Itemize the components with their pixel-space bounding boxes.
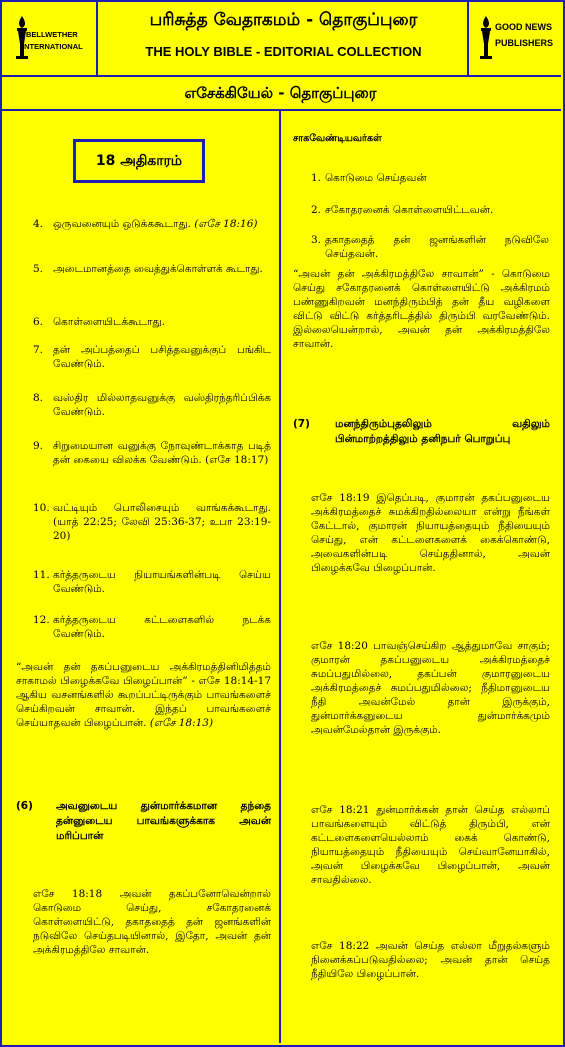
torch-icon [477,14,495,62]
right-heading: சாகவேண்டியவர்கள் [293,133,382,144]
list-item: 3. தகாததைத் தன் ஜனங்களின் நடுவிலே செய்தவன். [311,234,549,260]
list-item: 2. சகோதரனைக் கொள்ளையிட்டவன். [311,204,494,216]
list-item: 5. அடைமானத்தை வைத்துக்கொள்ளக் கூடாது. [33,263,263,275]
right-column [281,111,561,1043]
left-logo-line2: INTERNATIONAL [22,42,83,51]
verse-paragraph: எசே 18:18 அவன் தகப்பனோவென்றால் கொடுமை செய்து, சகோதரனைக் கொள்ளையிட்டு, தகாததைத் தன் ஜனங்களின் நடுவிலே செய்தபடியினால், இதோ, அவன் தன் அக்கிரமத்திலே சாவான். [33,888,271,956]
right-logo-line1: GOOD NEWS [495,22,553,32]
good-news-logo [467,0,561,75]
left-column [0,111,281,1043]
list-item: 8. வஸ்திர மில்லாதவனுக்கு வஸ்திரந்தரிப்பிக்க வேண்டும். [33,392,271,418]
left-logo-line1: BELLWETHER [26,30,78,39]
header-titles [98,0,469,75]
verse-paragraph: எசே 18:19 இதெப்படி, குமாரன் தகப்பனுடைய அக்கிரமத்தைச் சுமக்கிறதில்லையா என்று நீங்கள் கேட்டால், குமாரன் நியாயத்தையும் நீதியையும் செய்து, என் கட்டளைகளைக் கைக்கொண்டு, அவைகளின்படி செய்ததினால், அவன் பிழைக்கவே பிழைப்பான். [311,492,550,574]
right-logo-line2: PUBLISHERS [495,38,554,48]
title-tamil: பரிசுத்த வேதாகமம் - தொகுப்புரை [149,10,418,30]
quote-paragraph: “அவன் தன் அக்கிரமத்திலே சாவான்” - கொடுமை செய்து சகோதரனைக் கொள்ளையிட்டு அக்கிரமம் பண்ணுகிறவன் மனந்திரும்பித் தன் தீய வழிகளை விட்டு விட்டு கர்த்தரிடத்தில் திரும்பி வரவேண்டும். இல்லையென்றால், அவன் தன் அக்கிரமத்திலே சாவான். [293,268,550,350]
chapter-box: 18 அதிகாரம் [73,139,205,183]
title-english: THE HOLY BIBLE - EDITORIAL COLLECTION [145,44,422,59]
header [0,0,561,77]
quote-paragraph: “அவன் தன் தகப்பனுடைய அக்கிரமத்தினிமித்தம் சாகாமல் பிழைக்கவே பிழைப்பான்” - எசே 18:14-17 ஆகிய வசனங்களில் கூறப்பட்டிருக்கும் பாவங்களைச் செய்கிறவன் சாவான். இந்தப் பாவங்களைச் செய்யாதவன் பிழைப்பான். (எசே 18:13) [16,661,271,729]
list-item: 4. ஒருவனையும் ஒடுக்ககூடாது. (எசே 18:16) [33,218,258,230]
list-item: 1. கொடுமை செய்தவன் [311,172,427,184]
section-number: (7) [293,418,310,430]
list-item: 9. சிறுமையான வனுக்கு நோவுண்டாக்காத படித் தன் கையை விலக்க வேண்டும். (எசே 18:17) [33,440,271,466]
section-heading [16,799,271,844]
verse-paragraph: எசே 18:21 துன்மார்க்கன் தான் செய்த எல்லாப் பாவங்களையும் விட்டுத் திரும்பி, என் கட்டளைகளையெல்லாம் கைக் கொண்டு, நியாயத்தையும் நீதியையும் செய்வானேயாகில், அவன் பிழைக்கவே பிழைப்பான், அவன் சாவதில்லை. [311,804,550,886]
list-item: 6. கொள்ளையிடக்கூடாது. [33,316,165,328]
book-title: எசேக்கியேல் - தொகுப்புரை [0,77,561,111]
verse-paragraph: எசே 18:20 பாவஞ்செய்கிற ஆத்துமாவே சாகும்; குமாரன் தகப்பனுடைய அக்கிரமத்தைச் சுமப்பதுமில்லை, தகப்பன் குமாரனுடைய அக்கிரமத்தைச் சுமப்பதுமில்லை; நீதிமானுடைய நீதி அவன்மேல் தான் இருக்கும், துன்மார்க்கனுடைய துன்மார்க்கமும் அவன்மேல்தான் இருக்கும். [311,640,550,736]
list-item: 7. தன் அப்பத்தைப் பசித்தவனுக்குப் பங்கிட வேண்டும். [33,344,271,370]
section-title: மனந்திரும்புதலிலும் வதிலும் பின்மாற்றத்திலும் தனிநபர் பொறுப்பு [335,418,550,445]
verse-paragraph: எசே 18:22 அவன் செய்த எல்லா மீறுதல்களும் நினைக்கப்படுவதில்லை; அவன் தான் செய்த நீதியிலே பிழைப்பான். [311,940,550,980]
section-heading [293,417,550,447]
bellwether-logo [0,0,98,75]
list-item: 12. கர்த்தருடைய கட்டளைகளில் நடக்க வேண்டும். [33,614,271,640]
section-title: அவனுடைய துன்மார்க்கமான தந்தை தன்னுடைய பாவங்களுக்காக அவன் மரிப்பான் [56,800,271,842]
list-item: 10. வட்டியும் பொலிசையும் வாங்கக்கூடாது. (யாத் 22:25; லேவி 25:36-37; உபா 23:19-20) [33,502,271,542]
section-number: (6) [16,800,33,812]
list-item: 11. கர்த்தருடைய நியாயங்களின்படி செய்ய வேண்டும். [33,569,271,595]
